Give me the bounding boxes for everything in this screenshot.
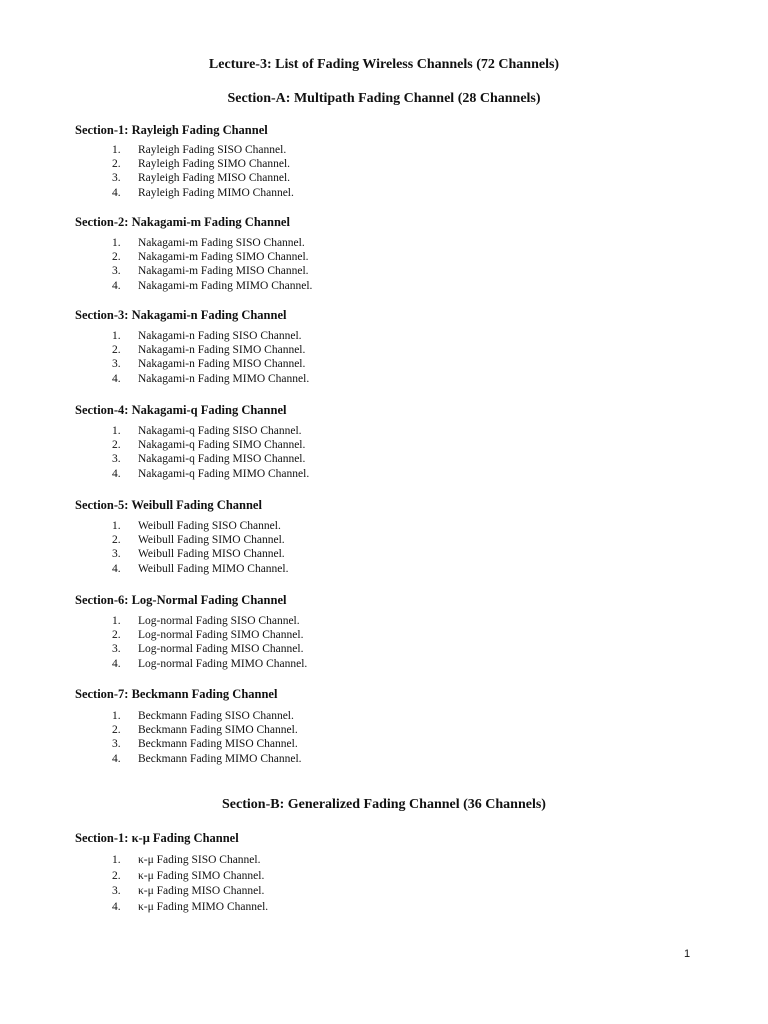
- list-number: 1.: [112, 237, 121, 249]
- section-heading: Section-3: Nakagami-n Fading Channel: [75, 308, 287, 322]
- list-text: Beckmann Fading SIMO Channel.: [138, 724, 298, 737]
- list-item: [112, 372, 309, 386]
- list-number: 1.: [112, 144, 121, 156]
- list-text: Rayleigh Fading SISO Channel.: [138, 144, 287, 156]
- part-a-heading: Section-A: Multipath Fading Channel (28 Channels): [227, 91, 541, 106]
- list-text: Nakagami-q Fading MISO Channel.: [138, 453, 306, 466]
- list-item: [112, 143, 294, 157]
- channel-list: [112, 614, 307, 671]
- list-item: [112, 264, 312, 278]
- channel-list: [112, 853, 268, 915]
- list-number: 4.: [112, 752, 121, 765]
- list-number: 2.: [112, 869, 121, 882]
- list-item: [112, 186, 294, 200]
- list-text: Weibull Fading SIMO Channel.: [138, 534, 285, 547]
- document-title: Lecture-3: List of Fading Wireless Channels (72 Channels): [208, 57, 560, 72]
- section-heading: Section-7: Beckmann Fading Channel: [75, 687, 278, 701]
- list-item: [112, 723, 302, 737]
- list-item: [112, 343, 309, 357]
- list-item: [112, 709, 302, 723]
- list-item: [112, 869, 268, 885]
- section-heading: Section-6: Log-Normal Fading Channel: [75, 593, 287, 607]
- list-number: 2.: [112, 629, 121, 642]
- list-item: [112, 236, 312, 250]
- list-item: [112, 737, 302, 751]
- list-text: Nakagami-n Fading MIMO Channel.: [138, 372, 310, 385]
- list-number: 3.: [112, 738, 121, 751]
- list-number: 4.: [112, 186, 121, 199]
- list-number: 1.: [112, 520, 121, 532]
- list-text: Nakagami-n Fading MISO Channel.: [138, 358, 306, 371]
- list-item: [112, 171, 294, 185]
- list-item: [112, 424, 309, 438]
- list-number: 4.: [112, 279, 121, 292]
- list-number: 4.: [112, 467, 121, 480]
- list-item: [112, 357, 309, 371]
- list-item: [112, 853, 268, 869]
- list-item: [112, 250, 312, 264]
- list-item: [112, 438, 309, 452]
- list-item: [112, 562, 288, 576]
- list-number: 3.: [112, 453, 121, 466]
- list-text: κ-μ Fading SIMO Channel.: [138, 869, 265, 882]
- list-text: Weibull Fading MISO Channel.: [138, 548, 285, 561]
- list-item: [112, 547, 288, 561]
- list-number: 3.: [112, 643, 121, 656]
- list-text: Nakagami-m Fading MISO Channel.: [138, 265, 309, 278]
- list-text: Log-normal Fading MISO Channel.: [138, 643, 304, 656]
- channel-list: [112, 709, 302, 766]
- list-text: Beckmann Fading SISO Channel.: [138, 710, 294, 722]
- list-number: 1.: [112, 854, 121, 866]
- list-text: Nakagami-m Fading SIMO Channel.: [138, 251, 309, 264]
- list-number: 3.: [112, 358, 121, 371]
- list-number: 1.: [112, 615, 121, 627]
- list-text: Nakagami-m Fading SISO Channel.: [138, 237, 305, 249]
- section-heading: Section-5: Weibull Fading Channel: [75, 498, 262, 512]
- list-number: 2.: [112, 251, 121, 264]
- list-text: Weibull Fading SISO Channel.: [138, 520, 281, 532]
- list-text: Nakagami-m Fading MIMO Channel.: [138, 279, 313, 292]
- section-heading: Section-1: Rayleigh Fading Channel: [75, 123, 268, 137]
- channel-list: [112, 519, 288, 576]
- section-heading: Section-1: κ-μ Fading Channel: [75, 831, 239, 845]
- list-text: Nakagami-q Fading SIMO Channel.: [138, 439, 306, 452]
- list-text: Nakagami-q Fading SISO Channel.: [138, 425, 302, 437]
- list-number: 2.: [112, 724, 121, 737]
- list-text: Weibull Fading MIMO Channel.: [138, 562, 289, 575]
- channel-list: [112, 236, 312, 293]
- list-text: Rayleigh Fading SIMO Channel.: [138, 158, 291, 171]
- list-text: Nakagami-n Fading SIMO Channel.: [138, 344, 306, 357]
- channel-list: [112, 143, 294, 200]
- list-number: 2.: [112, 344, 121, 357]
- list-item: [112, 279, 312, 293]
- list-number: 3.: [112, 885, 121, 897]
- list-number: 2.: [112, 439, 121, 452]
- list-text: Log-normal Fading MIMO Channel.: [138, 657, 308, 670]
- list-number: 4.: [112, 900, 121, 913]
- list-text: Rayleigh Fading MIMO Channel.: [138, 186, 294, 199]
- list-item: [112, 533, 288, 547]
- list-number: 3.: [112, 265, 121, 278]
- section-heading: Section-4: Nakagami-q Fading Channel: [75, 403, 287, 417]
- list-number: 3.: [112, 548, 121, 561]
- list-number: 4.: [112, 372, 121, 385]
- channel-list: [112, 329, 309, 386]
- list-text: κ-μ Fading MIMO Channel.: [138, 900, 269, 913]
- list-text: Rayleigh Fading MISO Channel.: [138, 172, 291, 185]
- list-item: [112, 752, 302, 766]
- list-item: [112, 884, 268, 900]
- list-number: 4.: [112, 562, 121, 575]
- list-text: Log-normal Fading SIMO Channel.: [138, 629, 304, 642]
- list-item: [112, 329, 309, 343]
- list-item: [112, 467, 309, 481]
- list-text: Log-normal Fading SISO Channel.: [138, 615, 300, 627]
- list-text: Nakagami-n Fading SISO Channel.: [138, 330, 302, 342]
- channel-list: [112, 424, 309, 481]
- list-item: [112, 628, 307, 642]
- list-number: 1.: [112, 710, 121, 722]
- list-item: [112, 657, 307, 671]
- list-text: Beckmann Fading MIMO Channel.: [138, 752, 302, 765]
- list-number: 4.: [112, 657, 121, 670]
- list-item: [112, 157, 294, 171]
- list-number: 3.: [112, 172, 121, 185]
- list-item: [112, 519, 288, 533]
- section-heading: Section-2: Nakagami-m Fading Channel: [75, 215, 290, 229]
- part-b-heading: Section-B: Generalized Fading Channel (36 Channels): [222, 797, 546, 812]
- list-item: [112, 900, 268, 916]
- list-number: 2.: [112, 534, 121, 547]
- list-text: κ-μ Fading SISO Channel.: [138, 854, 261, 866]
- list-item: [112, 452, 309, 466]
- list-text: Nakagami-q Fading MIMO Channel.: [138, 467, 310, 480]
- list-item: [112, 642, 307, 656]
- list-item: [112, 614, 307, 628]
- list-text: κ-μ Fading MISO Channel.: [138, 885, 265, 897]
- list-number: 1.: [112, 330, 121, 342]
- list-number: 1.: [112, 425, 121, 437]
- list-text: Beckmann Fading MISO Channel.: [138, 738, 298, 751]
- list-number: 2.: [112, 158, 121, 171]
- page-number: 1: [684, 948, 691, 960]
